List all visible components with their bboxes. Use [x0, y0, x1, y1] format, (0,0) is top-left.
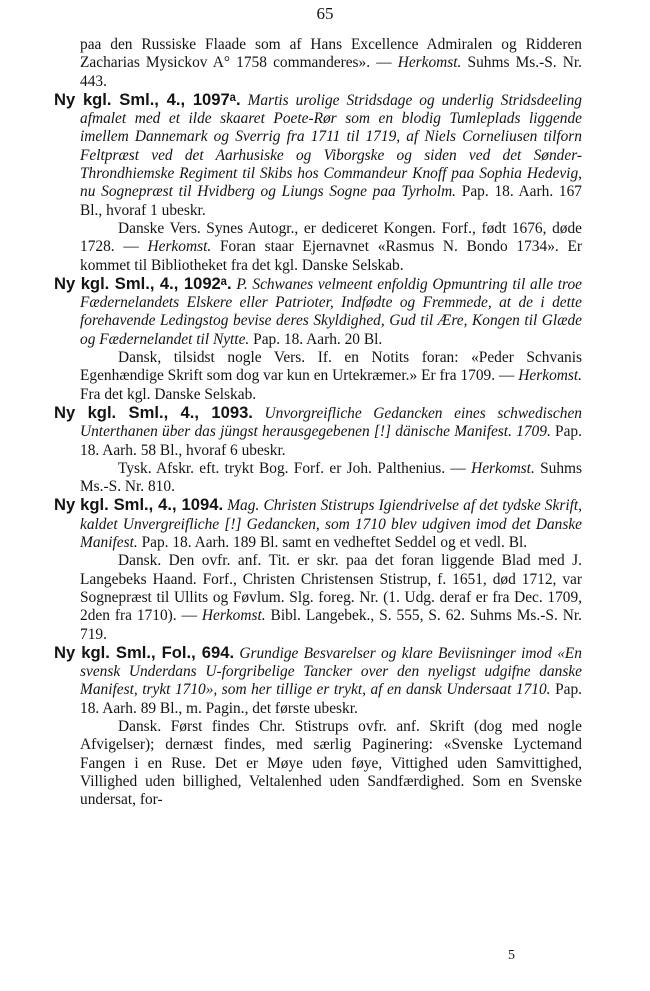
signature-mark: 5 [508, 948, 515, 963]
entry-note-tail: Suhms Ms.-S. Nr. 810. [80, 459, 583, 496]
continuation-paragraph [54, 36, 582, 91]
entry-note-lead: Dansk. Først findes Chr. Stistrups ovfr. anf. Skrift (dog med nogle Afvigelser); dernæst findes, med særlig Paginering: «Svenske Lyctemand Fangen i en Ruse. Det er Møye uden føye, Vittighed uden Samvittighed, Villighed uden billighed, Veltalenhed uden Sandfærdighed. Som en Svenske undersat, for- [80, 717, 582, 809]
entry-heading [54, 496, 582, 552]
shelfmark: Ny kgl. Sml., Fol., 694. [54, 642, 235, 662]
catalog-entry [54, 496, 582, 643]
entry-note-tail: Bibl. Langebek., S. 555, S. 62. Suhms Ms.-S. Nr. 719. [80, 607, 582, 643]
entry-note-lead: Tysk. Afskr. eft. trykt Bog. Forf. er Joh. Palthenius. — [118, 459, 472, 477]
catalog-entry [54, 644, 582, 810]
catalog-entry [54, 404, 582, 496]
entry-heading [54, 275, 582, 349]
catalog-page-body [54, 36, 582, 809]
entry-note-tail: Foran staar Ejernavnet «Rasmus N. Bondo 1734». Er kommet til Bibliotheket fra det kgl. Danske Selskab. [80, 238, 582, 274]
entry-heading [54, 644, 582, 718]
entry-note [54, 349, 582, 404]
herkomst-label: Herkomst. [201, 607, 266, 625]
entry-physical-description: Pap. 18. Aarh. 58 Bl., hvoraf 6 ubeskr. [80, 423, 582, 459]
entry-title: Martis urolige Stridsdage og underlig Stridsdeeling afmalet med et ilde skaaret Poete-Rør som en blodig Tumleplads liggende imellem Dannemark og Sverrig fra 1711 til 1719, af Niels Corneliusen tilforn Feltpræst ved det Aarhusiske og Viborgske og siden ved det Sønder-Throndhiemske Regiment til Skibs hos Commandeur Knoff paa Sophia Hedevig, nu Sognepræst til Hvidberg og Liungs Sogne paa Tyrholm. [80, 91, 582, 201]
shelfmark: Ny kgl. Sml., 4., 1092ᵃ. [54, 273, 232, 293]
herkomst-label: Herkomst. [471, 459, 535, 477]
entry-note-lead: Dansk. Den ovfr. anf. Tit. er skr. paa det foran liggende Blad med J. Langebeks Haand. Forf., Christen Christensen Stistrup, f. 1651, død 1712, var Sognepræst til Ullits og Føvlum. Slg. foreg. Nr. (1. Udg. deraf er fra Dec. 1709, 2den fra 1710). — [80, 552, 582, 625]
catalog-entry [54, 275, 582, 404]
herkomst-label: Herkomst. [518, 367, 582, 385]
entry-heading [54, 91, 582, 220]
entry-physical-description: Pap. 18. Aarh. 189 Bl. samt en vedheftet Seddel og et vedl. Bl. [137, 534, 528, 552]
entry-title: Mag. Christen Stistrups Igiendrivelse af det tydske Skrift, kaldet Unvergreifliche [!] Gedancken, som 1710 blev udgiven imod det Danske Manifest. [80, 497, 582, 552]
shelfmark: Ny kgl. Sml., 4., 1093. [54, 402, 253, 422]
entry-heading [54, 404, 582, 460]
entry-physical-description: Pap. 18. Aarh. 20 Bl. [249, 330, 383, 348]
continuation-tail: Suhms Ms.-S. Nr. 443. [80, 54, 582, 90]
entry-title: P. Schwanes velmeent enfoldig Opmuntring til alle troe Fædernelandets Elskere eller Patrioter, Indfødte og Fremmede, at de i dette forehavende Ledingstog bevise deres Skyldighed, Gud til Ære, Kongen til Glæde og Fædernelandet til Nytte. [80, 275, 582, 348]
entry-note [54, 220, 582, 275]
catalog-entry [54, 91, 582, 275]
entry-note [54, 460, 582, 497]
entry-note [54, 718, 582, 809]
entry-title: Unvorgreifliche Gedancken eines schwedischen Unterthanen über das jüngst herausgegebenen [!] dänische Manifest. 1709. [80, 404, 582, 441]
entry-note-lead: Dansk, tilsidst nogle Vers. If. en Notits foran: «Peder Schvanis Egenhændige Skrift som dog var kun en Urtekræmer.» Er fra 1709. — [80, 349, 582, 385]
entry-physical-description: Pap. 18. Aarh. 89 Bl., m. Pagin., det første ubeskr. [80, 681, 582, 717]
shelfmark: Ny kgl. Sml., 4., 1097ᵃ. [54, 89, 241, 109]
entry-title: Grundige Besvarelser og klare Beviisninger imod «En svensk Underdans U-forgribelige Tancker over den nyeligst udgifne danske Manifest, trykt 1710», som her tillige er trykt, af en dansk Undersaat 1710. [80, 644, 582, 699]
page-number: 65 [316, 4, 334, 23]
entry-physical-description: Pap. 18. Aarh. 167 Bl., hvoraf 1 ubeskr. [80, 183, 582, 219]
entry-note-tail: Fra det kgl. Danske Selskab. [80, 385, 257, 403]
shelfmark: Ny kgl. Sml., 4., 1094. [54, 495, 224, 515]
herkomst-label: Herkomst. [397, 54, 462, 72]
entry-note-lead: Danske Vers. Synes Autogr., er dediceret Kongen. Forf., født 1676, døde 1728. — [80, 219, 582, 256]
herkomst-label: Herkomst. [147, 238, 212, 256]
continuation-text: paa den Russiske Flaade som af Hans Excellence Admiralen og Ridderen Zacharias Mysickov A° 1758 commanderes». — [80, 36, 582, 72]
entry-note [54, 552, 582, 643]
